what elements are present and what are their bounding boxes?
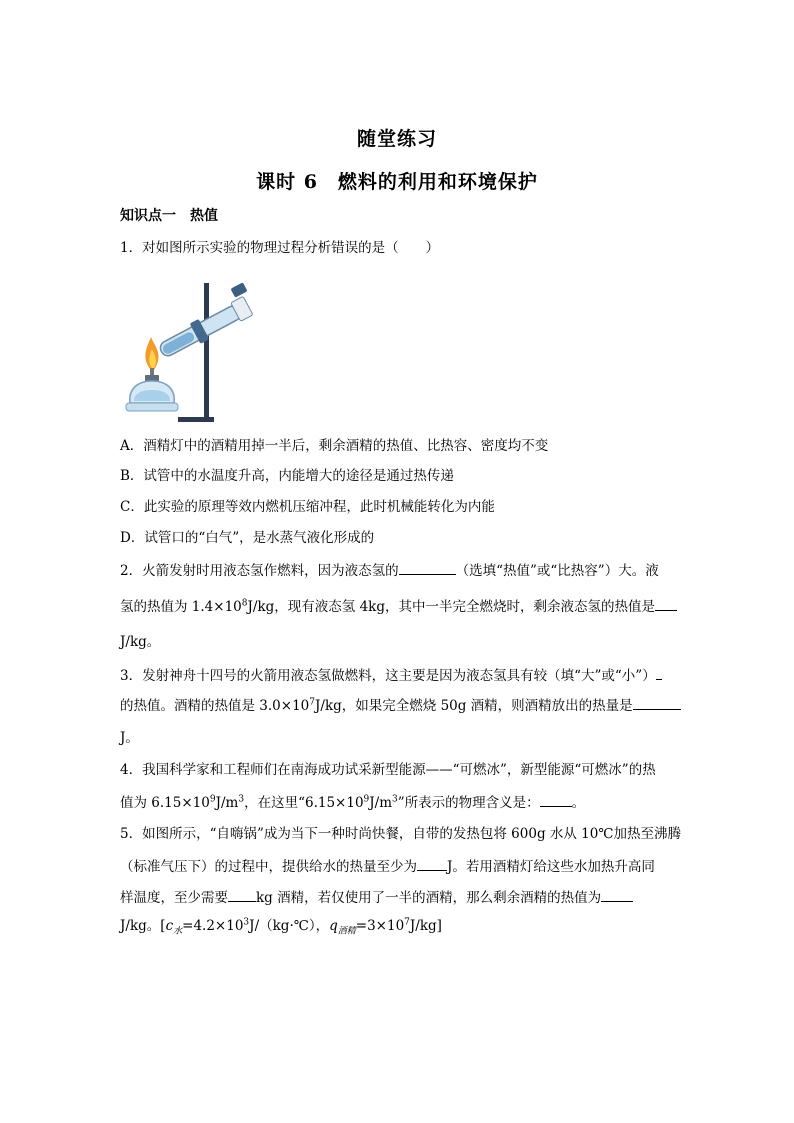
- q5-line-4: [120, 916, 442, 936]
- q2-line-1: [120, 560, 659, 581]
- q5-text: =4.2×10: [182, 918, 244, 934]
- q5-line-3: [120, 887, 633, 908]
- q5-subscript: 酒精: [337, 926, 356, 937]
- section-heading: 知识点一 热值: [120, 208, 218, 224]
- q3-line-1: [120, 665, 662, 686]
- q5-blank-2[interactable]: [228, 887, 256, 902]
- q2-exponent: 8: [241, 598, 248, 609]
- q2-line-2: [120, 596, 677, 617]
- q5-line-2: [120, 856, 655, 877]
- q1-option-d: D．试管口的“白气”，是水蒸气液化形成的: [120, 530, 375, 546]
- q4-exponent: 3: [238, 794, 245, 805]
- q3-line-3: J。: [120, 730, 139, 746]
- page-title: 随堂练习: [356, 128, 437, 150]
- q5-text: J/（kg·℃），: [249, 918, 330, 934]
- q5-text: J。若用酒精灯给这些水加热升高同: [447, 859, 655, 875]
- q2-line-3: J/kg。: [120, 634, 161, 650]
- q5-text: 样温度，至少需要: [120, 890, 228, 906]
- q1-option-a: A．酒精灯中的酒精用掉一半后，剩余酒精的热值、比热容、密度均不变: [120, 438, 549, 454]
- q1-option-c: C．此实验的原理等效内燃机压缩冲程，此时机械能转化为内能: [120, 499, 495, 515]
- q4-text: 。: [571, 795, 586, 811]
- q3-blank-2[interactable]: [633, 695, 681, 710]
- q5-text: （标准气压下）的过程中，提供给水的热量至少为: [120, 859, 417, 875]
- q5-exponent: 3: [243, 917, 250, 928]
- q5-line-1: 5．如图所示，“自嗨锅”成为当下一种时尚快餐，自带的发热包将 600g 水从 10℃加热至沸腾: [120, 826, 681, 842]
- q4-exponent: 3: [392, 794, 398, 805]
- q4-text: ”所表示的物理含义是：: [397, 795, 540, 811]
- q5-blank-3[interactable]: [601, 887, 633, 902]
- q4-text: ，在这里“6.15×10: [244, 795, 364, 811]
- q4-blank-1[interactable]: [540, 792, 572, 807]
- q5-text: J/kg]: [409, 918, 442, 934]
- q4-line-2: [120, 792, 585, 813]
- q4-text: J/m: [215, 795, 239, 811]
- q5-symbol: c: [165, 918, 174, 934]
- q3-text: 3．发射神舟十四号的火箭用液态氢做燃料，这主要是因为液态氢具有较（填“大”或“小”）: [120, 668, 656, 684]
- q3-blank-1[interactable]: [656, 665, 662, 680]
- q2-blank-2[interactable]: [655, 596, 677, 611]
- lamp-base: [126, 403, 178, 411]
- q3-text: J/kg，如果完全燃烧 50g 酒精，则酒精放出的热量是: [315, 698, 633, 714]
- test-tube-heating-figure: [118, 275, 268, 430]
- q4-exponent: 9: [363, 794, 370, 805]
- stand-rod: [204, 283, 209, 421]
- q5-symbol: q: [329, 918, 338, 934]
- stopper: [230, 282, 247, 297]
- q3-exponent: 7: [309, 697, 315, 708]
- q1-option-b: B．试管中的水温度升高，内能增大的途径是通过热传递: [120, 468, 454, 484]
- q2-text: J/kg，现有液态氢 4kg，其中一半完全燃烧时，剩余液态氢的热值是: [247, 599, 655, 615]
- q5-subscript: 水: [173, 926, 183, 937]
- q4-exponent: 9: [209, 794, 216, 805]
- q2-text: （选填“热值”或“比热容”）大。液: [455, 563, 659, 579]
- q5-exponent: 7: [404, 917, 410, 928]
- q3-line-2: [120, 695, 681, 716]
- q2-text: 2．火箭发射时用液态氢作燃料，因为液态氢的: [120, 563, 399, 579]
- q5-text: =3×10: [355, 918, 405, 934]
- q5-text: J/kg。[: [120, 918, 166, 934]
- q2-blank-1[interactable]: [399, 560, 456, 575]
- q2-text: 氢的热值为 1.4×10: [120, 599, 242, 615]
- q5-text: kg 酒精，若仅使用了一半的酒精，那么剩余酒精的热值为: [256, 890, 602, 906]
- q5-blank-1[interactable]: [417, 856, 447, 871]
- lesson-subtitle: 课时 6 燃料的利用和环境保护: [256, 171, 538, 193]
- q1-stem: 1．对如图所示实验的物理过程分析错误的是（ ）: [120, 240, 440, 256]
- q4-text: J/m: [369, 795, 393, 811]
- q4-line-1: 4．我国科学家和工程师们在南海成功试采新型能源——“可燃冰”，新型能源“可燃冰”的热: [120, 762, 656, 778]
- q3-text: 的热值。酒精的热值是 3.0×10: [120, 698, 310, 714]
- q4-text: 值为 6.15×10: [120, 795, 210, 811]
- wick: [150, 368, 154, 376]
